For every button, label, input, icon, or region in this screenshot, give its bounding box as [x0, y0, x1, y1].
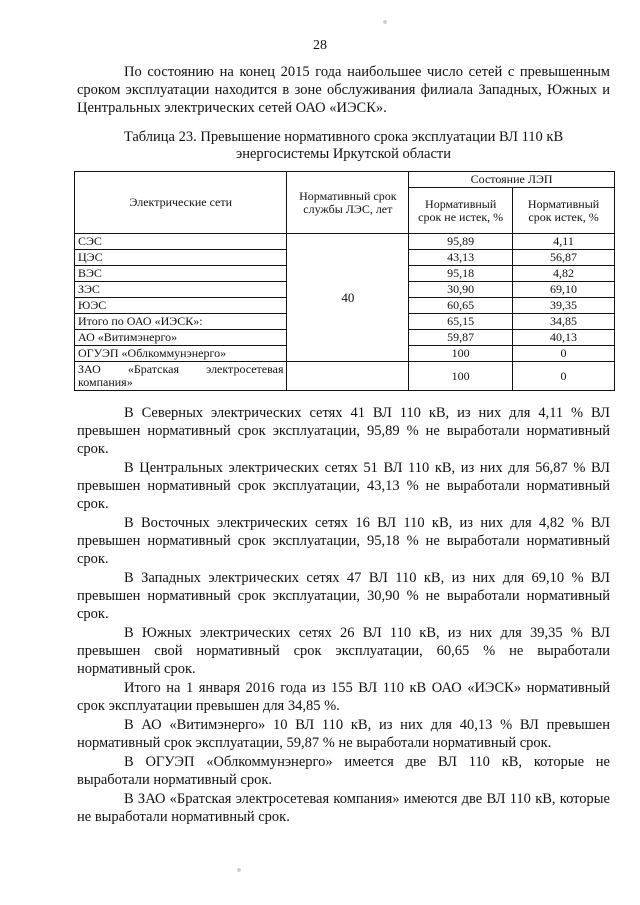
table-row	[75, 362, 615, 391]
paragraph-central: В Центральных электрических сетях 51 ВЛ 110 кВ, из них для 56,87 % ВЛ превышен нормативный срок эксплуатации, 43,13 % не выработали нормативный срок.	[77, 460, 610, 512]
paragraph-vitimenergo: В АО «Витимэнерго» 10 ВЛ 110 кВ, из них для 40,13 % ВЛ превышен нормативный срок эксплуатации, 59,87 % не выработали нормативный срок.	[77, 717, 610, 751]
scan-speck	[383, 20, 387, 24]
header-service-life: Нормативный срок службы ЛЭС, лет	[287, 172, 409, 234]
paragraph-western: В Западных электрических сетях 47 ВЛ 110 кВ, из них для 69,10 % ВЛ превышен нормативный срок эксплуатации, 30,90 % не выработали нормативный срок.	[77, 570, 610, 622]
service-life-value: 40	[287, 234, 409, 362]
row-expired: 0	[513, 362, 615, 391]
row-name: ЗЭС	[75, 282, 287, 298]
paragraph-total: Итого на 1 января 2016 года из 155 ВЛ 110 кВ ОАО «ИЭСК» нормативный срок эксплуатации превышен для 34,85 %.	[77, 680, 610, 714]
row-expired: 4,11	[513, 234, 615, 250]
row-service-life	[287, 362, 409, 391]
row-not-expired: 100	[409, 346, 513, 362]
paragraph-northern: В Северных электрических сетях 41 ВЛ 110 кВ, из них для 4,11 % ВЛ превышен нормативный срок эксплуатации, 95,89 % не выработали нормативный срок.	[77, 405, 610, 457]
row-name: ЦЭС	[75, 250, 287, 266]
row-not-expired: 100	[409, 362, 513, 391]
table-caption-line: Таблица 23. Превышение нормативного срока эксплуатации ВЛ 110 кВ	[123, 129, 564, 145]
scan-speck	[237, 868, 241, 872]
table-caption-line: энергосистемы Иркутской области	[236, 146, 451, 162]
header-state: Состояние ЛЭП	[409, 172, 615, 188]
row-expired: 40,13	[513, 330, 615, 346]
row-expired: 34,85	[513, 314, 615, 330]
row-expired: 4,82	[513, 266, 615, 282]
row-not-expired: 60,65	[409, 298, 513, 314]
row-not-expired: 95,89	[409, 234, 513, 250]
intro-paragraph: По состоянию на конец 2015 года наибольшее число сетей с превышенным сроком эксплуатации находится в зоне обслуживания филиала Западных, Южных и Центральных электрических сетей ОАО «ИЭСК».	[77, 64, 610, 116]
row-expired: 39,35	[513, 298, 615, 314]
paragraph-oblkommunenergo: В ОГУЭП «Облкоммунэнерго» имеется две ВЛ 110 кВ, которые не выработали нормативный срок.	[77, 754, 610, 788]
row-not-expired: 95,18	[409, 266, 513, 282]
row-name: АО «Витимэнерго»	[75, 330, 287, 346]
row-not-expired: 65,15	[409, 314, 513, 330]
row-not-expired: 30,90	[409, 282, 513, 298]
row-expired: 0	[513, 346, 615, 362]
row-expired: 69,10	[513, 282, 615, 298]
table-row	[75, 234, 615, 250]
row-expired: 56,87	[513, 250, 615, 266]
row-name: ЗАО «Братская электросетевая компания»	[75, 362, 287, 391]
paragraph-bratsk: В ЗАО «Братская электросетевая компания» имеются две ВЛ 110 кВ, которые не выработали нормативный срок.	[77, 791, 610, 825]
paragraph-eastern: В Восточных электрических сетях 16 ВЛ 110 кВ, из них для 4,82 % ВЛ превышен нормативный срок эксплуатации, 95,18 % не выработали нормативный срок.	[77, 515, 610, 567]
body-text	[77, 404, 610, 827]
row-not-expired: 43,13	[409, 250, 513, 266]
row-name: СЭС	[75, 234, 287, 250]
header-expired: Нормативный срок истек, %	[513, 188, 615, 234]
page-number: 28	[313, 38, 327, 53]
header-not-expired: Нормативный срок не истек, %	[409, 188, 513, 234]
table-caption	[77, 129, 610, 163]
row-name: Итого по ОАО «ИЭСК»:	[75, 314, 287, 330]
row-name: ОГУЭП «Облкоммунэнерго»	[75, 346, 287, 362]
header-networks: Электрические сети	[75, 172, 287, 234]
row-name: ЮЭС	[75, 298, 287, 314]
row-not-expired: 59,87	[409, 330, 513, 346]
row-name: ВЭС	[75, 266, 287, 282]
overdue-lines-table	[74, 171, 615, 391]
paragraph-southern: В Южных электрических сетях 26 ВЛ 110 кВ, из них для 39,35 % ВЛ превышен свой нормативный срок эксплуатации, 60,65 % не выработали нормативный срок.	[77, 625, 610, 677]
